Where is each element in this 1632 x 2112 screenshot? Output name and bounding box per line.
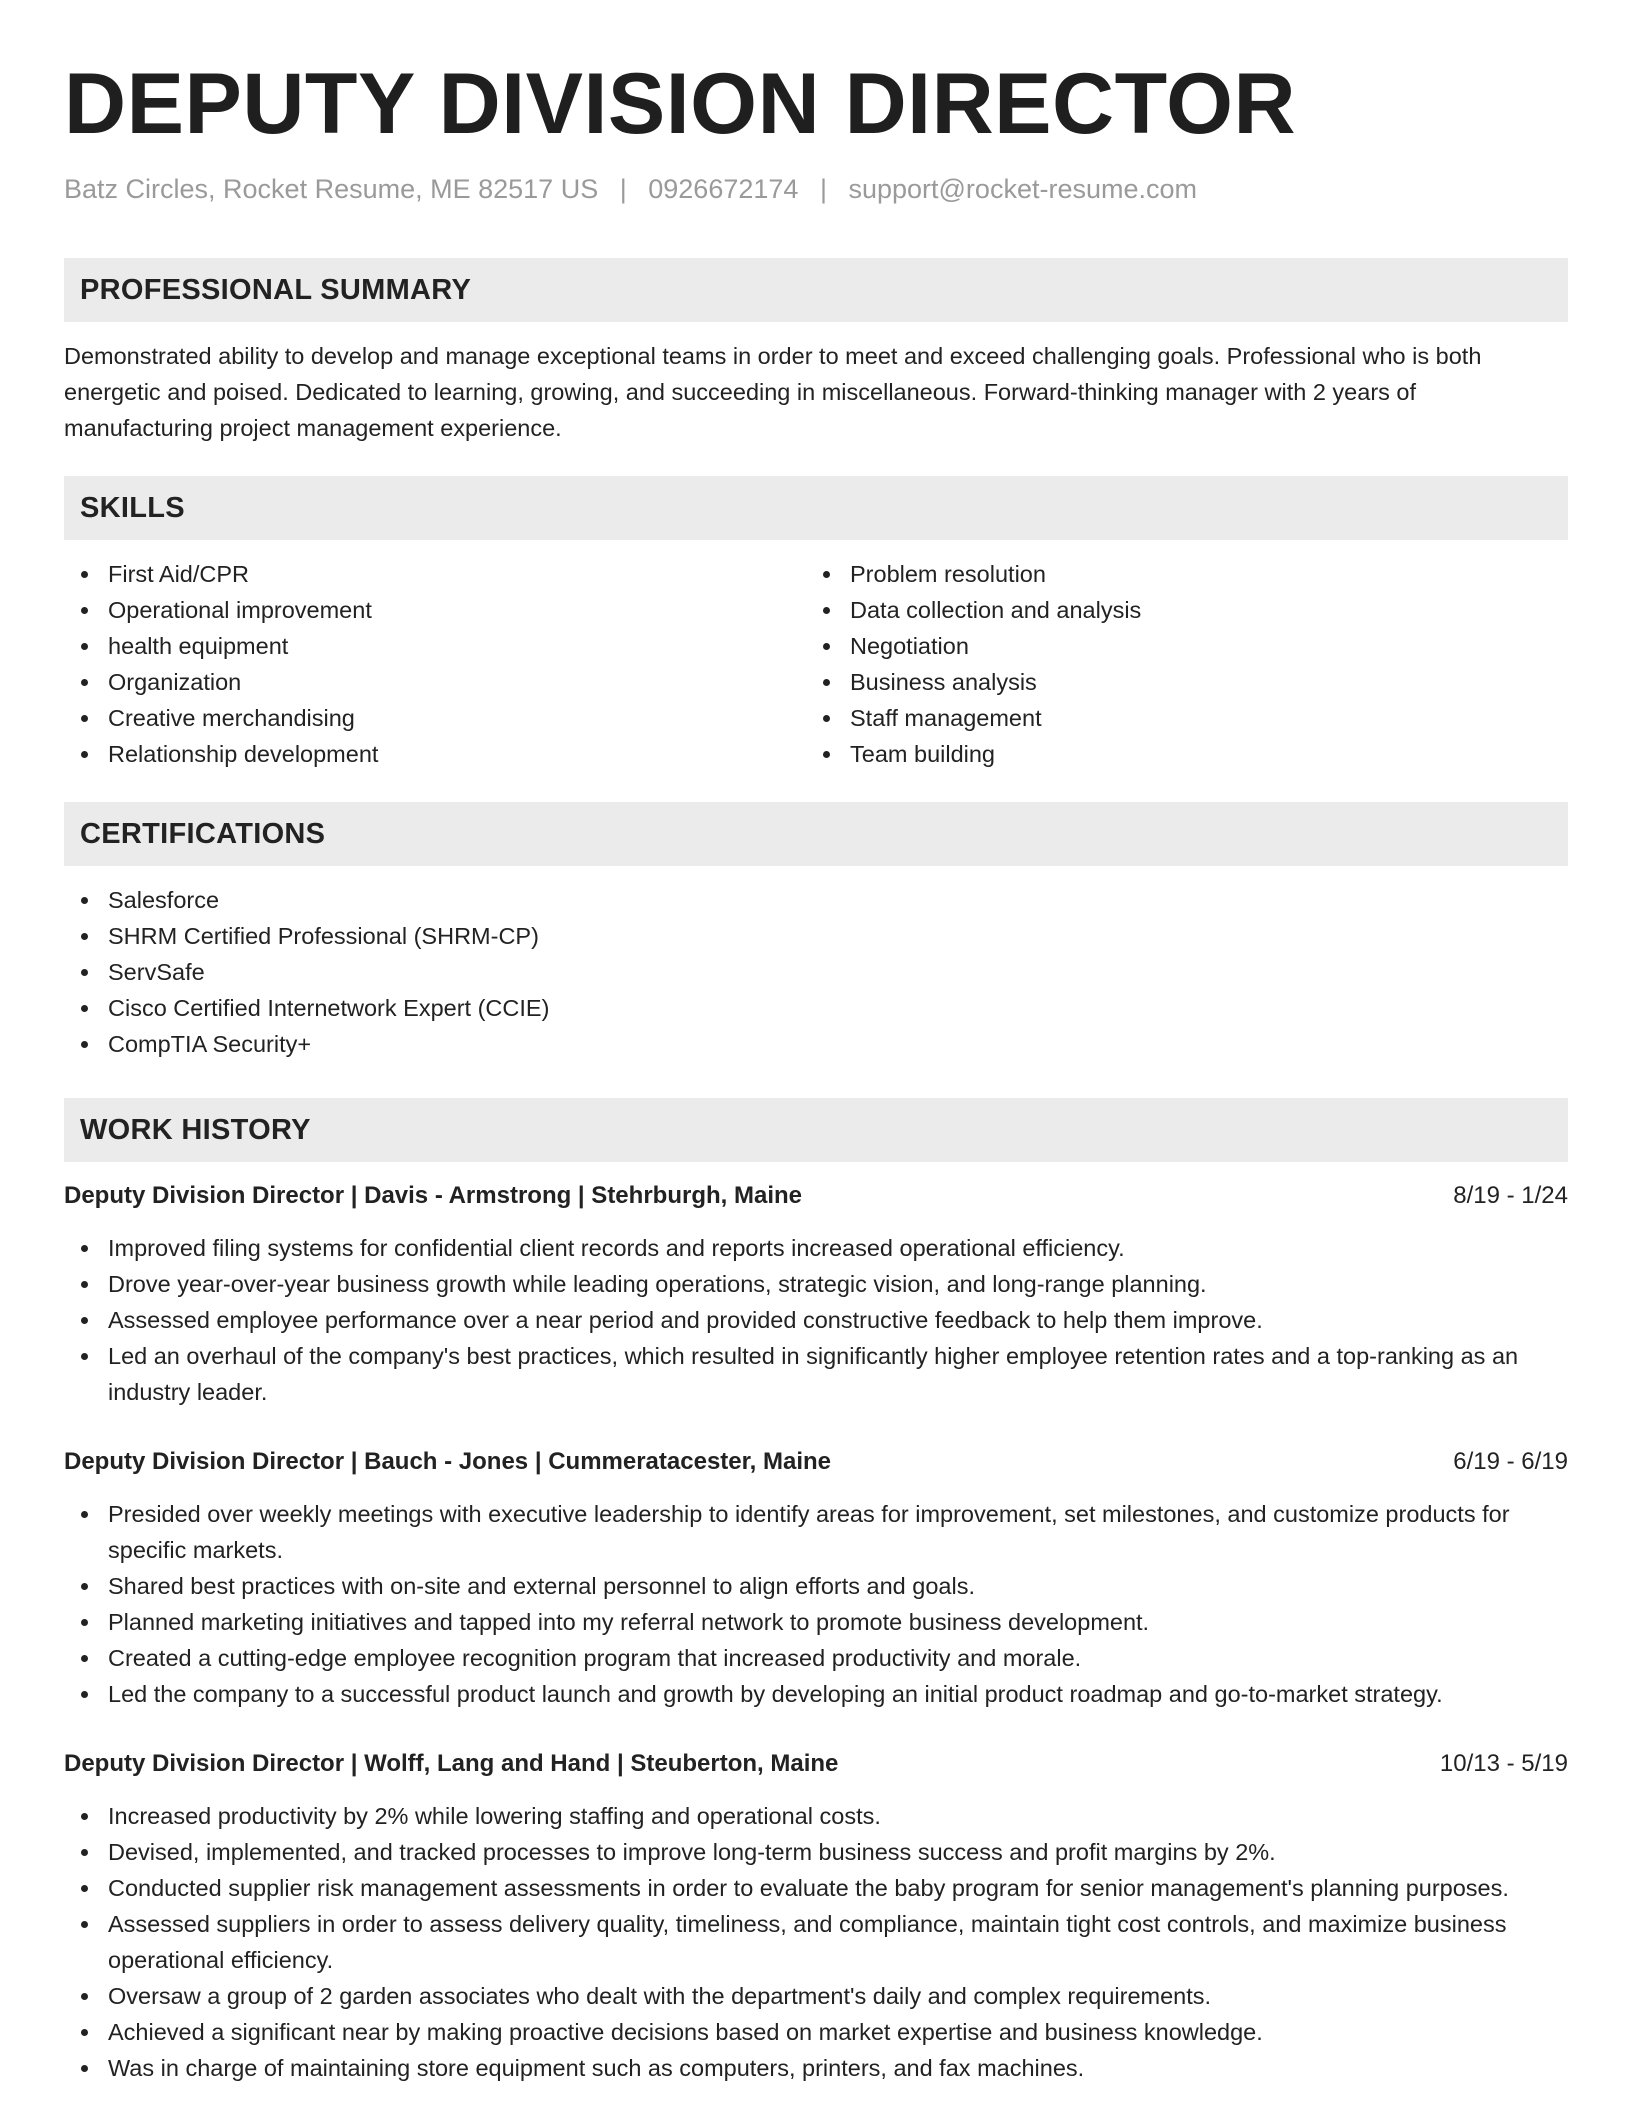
job-bullet: Increased productivity by 2% while lowering staffing and operational costs. (64, 1798, 1568, 1834)
summary-heading: PROFESSIONAL SUMMARY (64, 258, 1568, 322)
skill-item: Business analysis (806, 664, 1548, 700)
job-bullet: Conducted supplier risk management assessments in order to evaluate the baby program for senior management's planning purposes. (64, 1870, 1568, 1906)
skills-section (64, 476, 1568, 772)
job-title: Deputy Division Director | Bauch - Jones | Cummeratacester, Maine (64, 1448, 831, 1475)
contact-email: support@rocket-resume.com (848, 174, 1197, 204)
certification-item: Salesforce (64, 882, 1568, 918)
skill-item: First Aid/CPR (64, 556, 806, 592)
job-header (64, 1178, 1568, 1214)
job-bullet: Improved filing systems for confidential client records and reports increased operational efficiency. (64, 1230, 1568, 1266)
job-bullet: Assessed suppliers in order to assess delivery quality, timeliness, and compliance, maintain tight cost controls, and maximize business operational efficiency. (64, 1906, 1568, 1978)
job-header (64, 1444, 1568, 1480)
job-bullet: Created a cutting-edge employee recognition program that increased productivity and morale. (64, 1640, 1568, 1676)
job-header (64, 1746, 1568, 1782)
certification-item: CompTIA Security+ (64, 1026, 1568, 1062)
certifications-heading: CERTIFICATIONS (64, 802, 1568, 866)
skills-list-left (64, 556, 806, 772)
certifications-list (64, 882, 1568, 1062)
job-bullet: Devised, implemented, and tracked processes to improve long-term business success and profit margins by 2%. (64, 1834, 1568, 1870)
skill-item: Creative merchandising (64, 700, 806, 736)
job-bullets (64, 1496, 1568, 1712)
job-bullet: Shared best practices with on-site and external personnel to align efforts and goals. (64, 1568, 1568, 1604)
summary-section (64, 258, 1568, 446)
job-bullet: Was in charge of maintaining store equipment such as computers, printers, and fax machines. (64, 2050, 1568, 2086)
contact-address: Batz Circles, Rocket Resume, ME 82517 US (64, 174, 599, 204)
skills-grid (64, 556, 1568, 772)
job-bullet: Oversaw a group of 2 garden associates who dealt with the department's daily and complex requirements. (64, 1978, 1568, 2014)
certification-item: SHRM Certified Professional (SHRM-CP) (64, 918, 1568, 954)
contact-phone: 0926672174 (648, 174, 799, 204)
skill-item: Negotiation (806, 628, 1548, 664)
certifications-section (64, 802, 1568, 1062)
job-dates: 8/19 - 1/24 (1453, 1182, 1568, 1209)
skill-item: Team building (806, 736, 1548, 772)
job-entry (64, 1444, 1568, 1712)
job-bullet: Assessed employee performance over a near period and provided constructive feedback to help them improve. (64, 1302, 1568, 1338)
job-bullet: Achieved a significant near by making proactive decisions based on market expertise and business knowledge. (64, 2014, 1568, 2050)
job-bullet: Presided over weekly meetings with executive leadership to identify areas for improvement, set milestones, and customize products for specific markets. (64, 1496, 1568, 1568)
job-bullet: Led an overhaul of the company's best practices, which resulted in significantly higher employee retention rates and a top-ranking as an industry leader. (64, 1338, 1568, 1410)
job-bullets (64, 1798, 1568, 2086)
job-title: Deputy Division Director | Davis - Armstrong | Stehrburgh, Maine (64, 1182, 802, 1209)
work-history-heading: WORK HISTORY (64, 1098, 1568, 1162)
page-title: DEPUTY DIVISION DIRECTOR (64, 56, 1297, 152)
skill-item: Staff management (806, 700, 1548, 736)
job-bullets (64, 1230, 1568, 1410)
job-bullet: Planned marketing initiatives and tapped into my referral network to promote business development. (64, 1604, 1568, 1640)
work-history-section (64, 1098, 1568, 2086)
skills-list-right (806, 556, 1548, 772)
job-title: Deputy Division Director | Wolff, Lang and Hand | Steuberton, Maine (64, 1750, 839, 1777)
job-entry (64, 1178, 1568, 1410)
certification-item: Cisco Certified Internetwork Expert (CCIE) (64, 990, 1568, 1026)
skill-item: Data collection and analysis (806, 592, 1548, 628)
contact-separator: | (619, 174, 627, 204)
job-dates: 10/13 - 5/19 (1439, 1750, 1568, 1777)
skill-item: Problem resolution (806, 556, 1548, 592)
certification-item: ServSafe (64, 954, 1568, 990)
contact-line (64, 172, 1568, 206)
skill-item: Relationship development (64, 736, 806, 772)
job-bullet: Drove year-over-year business growth while leading operations, strategic vision, and long-range planning. (64, 1266, 1568, 1302)
job-bullet: Led the company to a successful product launch and growth by developing an initial product roadmap and go-to-market strategy. (64, 1676, 1568, 1712)
job-entry (64, 1746, 1568, 2086)
skill-item: health equipment (64, 628, 806, 664)
job-dates: 6/19 - 6/19 (1453, 1448, 1568, 1475)
resume-page (64, 56, 1568, 2086)
summary-text: Demonstrated ability to develop and manage exceptional teams in order to meet and exceed challenging goals. Professional who is both energetic and poised. Dedicated to learning, growing, and succeeding in miscellaneous. Forward-thinking manager with 2 years of manufacturing project management experience. (64, 343, 1482, 441)
skill-item: Organization (64, 664, 806, 700)
contact-separator: | (819, 174, 827, 204)
skill-item: Operational improvement (64, 592, 806, 628)
skills-heading: SKILLS (64, 476, 1568, 540)
